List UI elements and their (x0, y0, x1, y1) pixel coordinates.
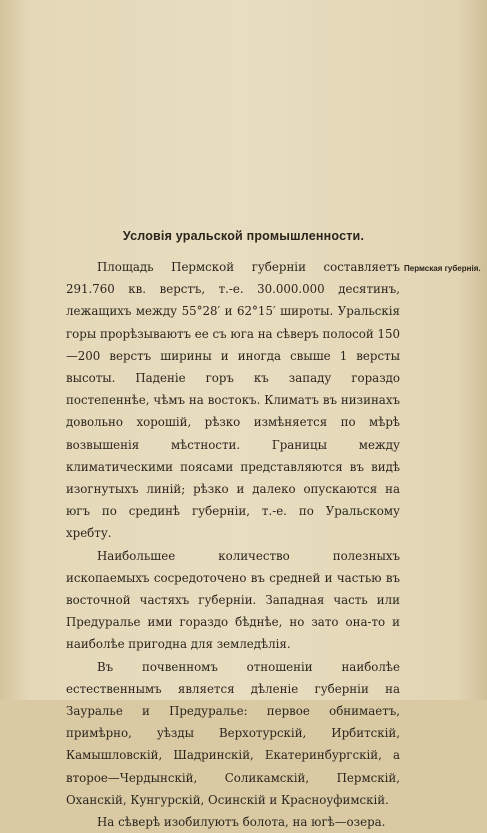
section-title: Условія уральской промышленности. (122, 229, 365, 243)
paragraph: На сѣверѣ изобилуютъ болота, на югѣ—озера. (97, 815, 386, 830)
paragraph: Въ почвенномъ отношеніи наиболѣе естественнымъ является дѣленіе губерніи на Зауралье и Предуралье: первое обнимаетъ, примѣрно, уѣзды Верхотурскій, Ирбитскій, Камышловскій, Шадринскій, Екатеринбургскій, а второе—Чердынскій, Соликамскій, Пермскій, Оханскій, Кунгурскій, Осинскій и Красноуфимскій. (66, 659, 400, 807)
paragraph: Площадь Пермской губерніи составляетъ 291.760 кв. верстъ, т.-е. 30.000.000 десятинъ, лежащихъ между 55°28′ и 62°15′ широты. Уральскія горы прорѣзываютъ ее съ юга на сѣверъ полосой 150—200 верстъ ширины и иногда свыше 1 версты высоты. Паденіе горъ къ западу гораздо постепеннѣе, чѣмъ на востокъ. Климатъ въ низинахъ довольно хорошій, рѣзко измѣняется по мѣрѣ возвышенія мѣстности. Границы между климатическими поясами представляются въ видѣ изогнутыхъ линій; рѣзко и далеко опускаются на югъ по срединѣ губерніи, т.-е. по Уральскому хребту. (66, 260, 400, 541)
margin-note: Пермская губернія. (404, 264, 481, 273)
paragraph: Наибольшее количество полезныхъ ископаемыхъ сосредоточено въ средней и частью въ восточной частяхъ губерніи. Западная часть или Предуралье ими гораздо бѣднѣе, но зато она-то и наиболѣе пригодна для земледѣлія. (66, 548, 400, 652)
body-text (66, 256, 400, 833)
